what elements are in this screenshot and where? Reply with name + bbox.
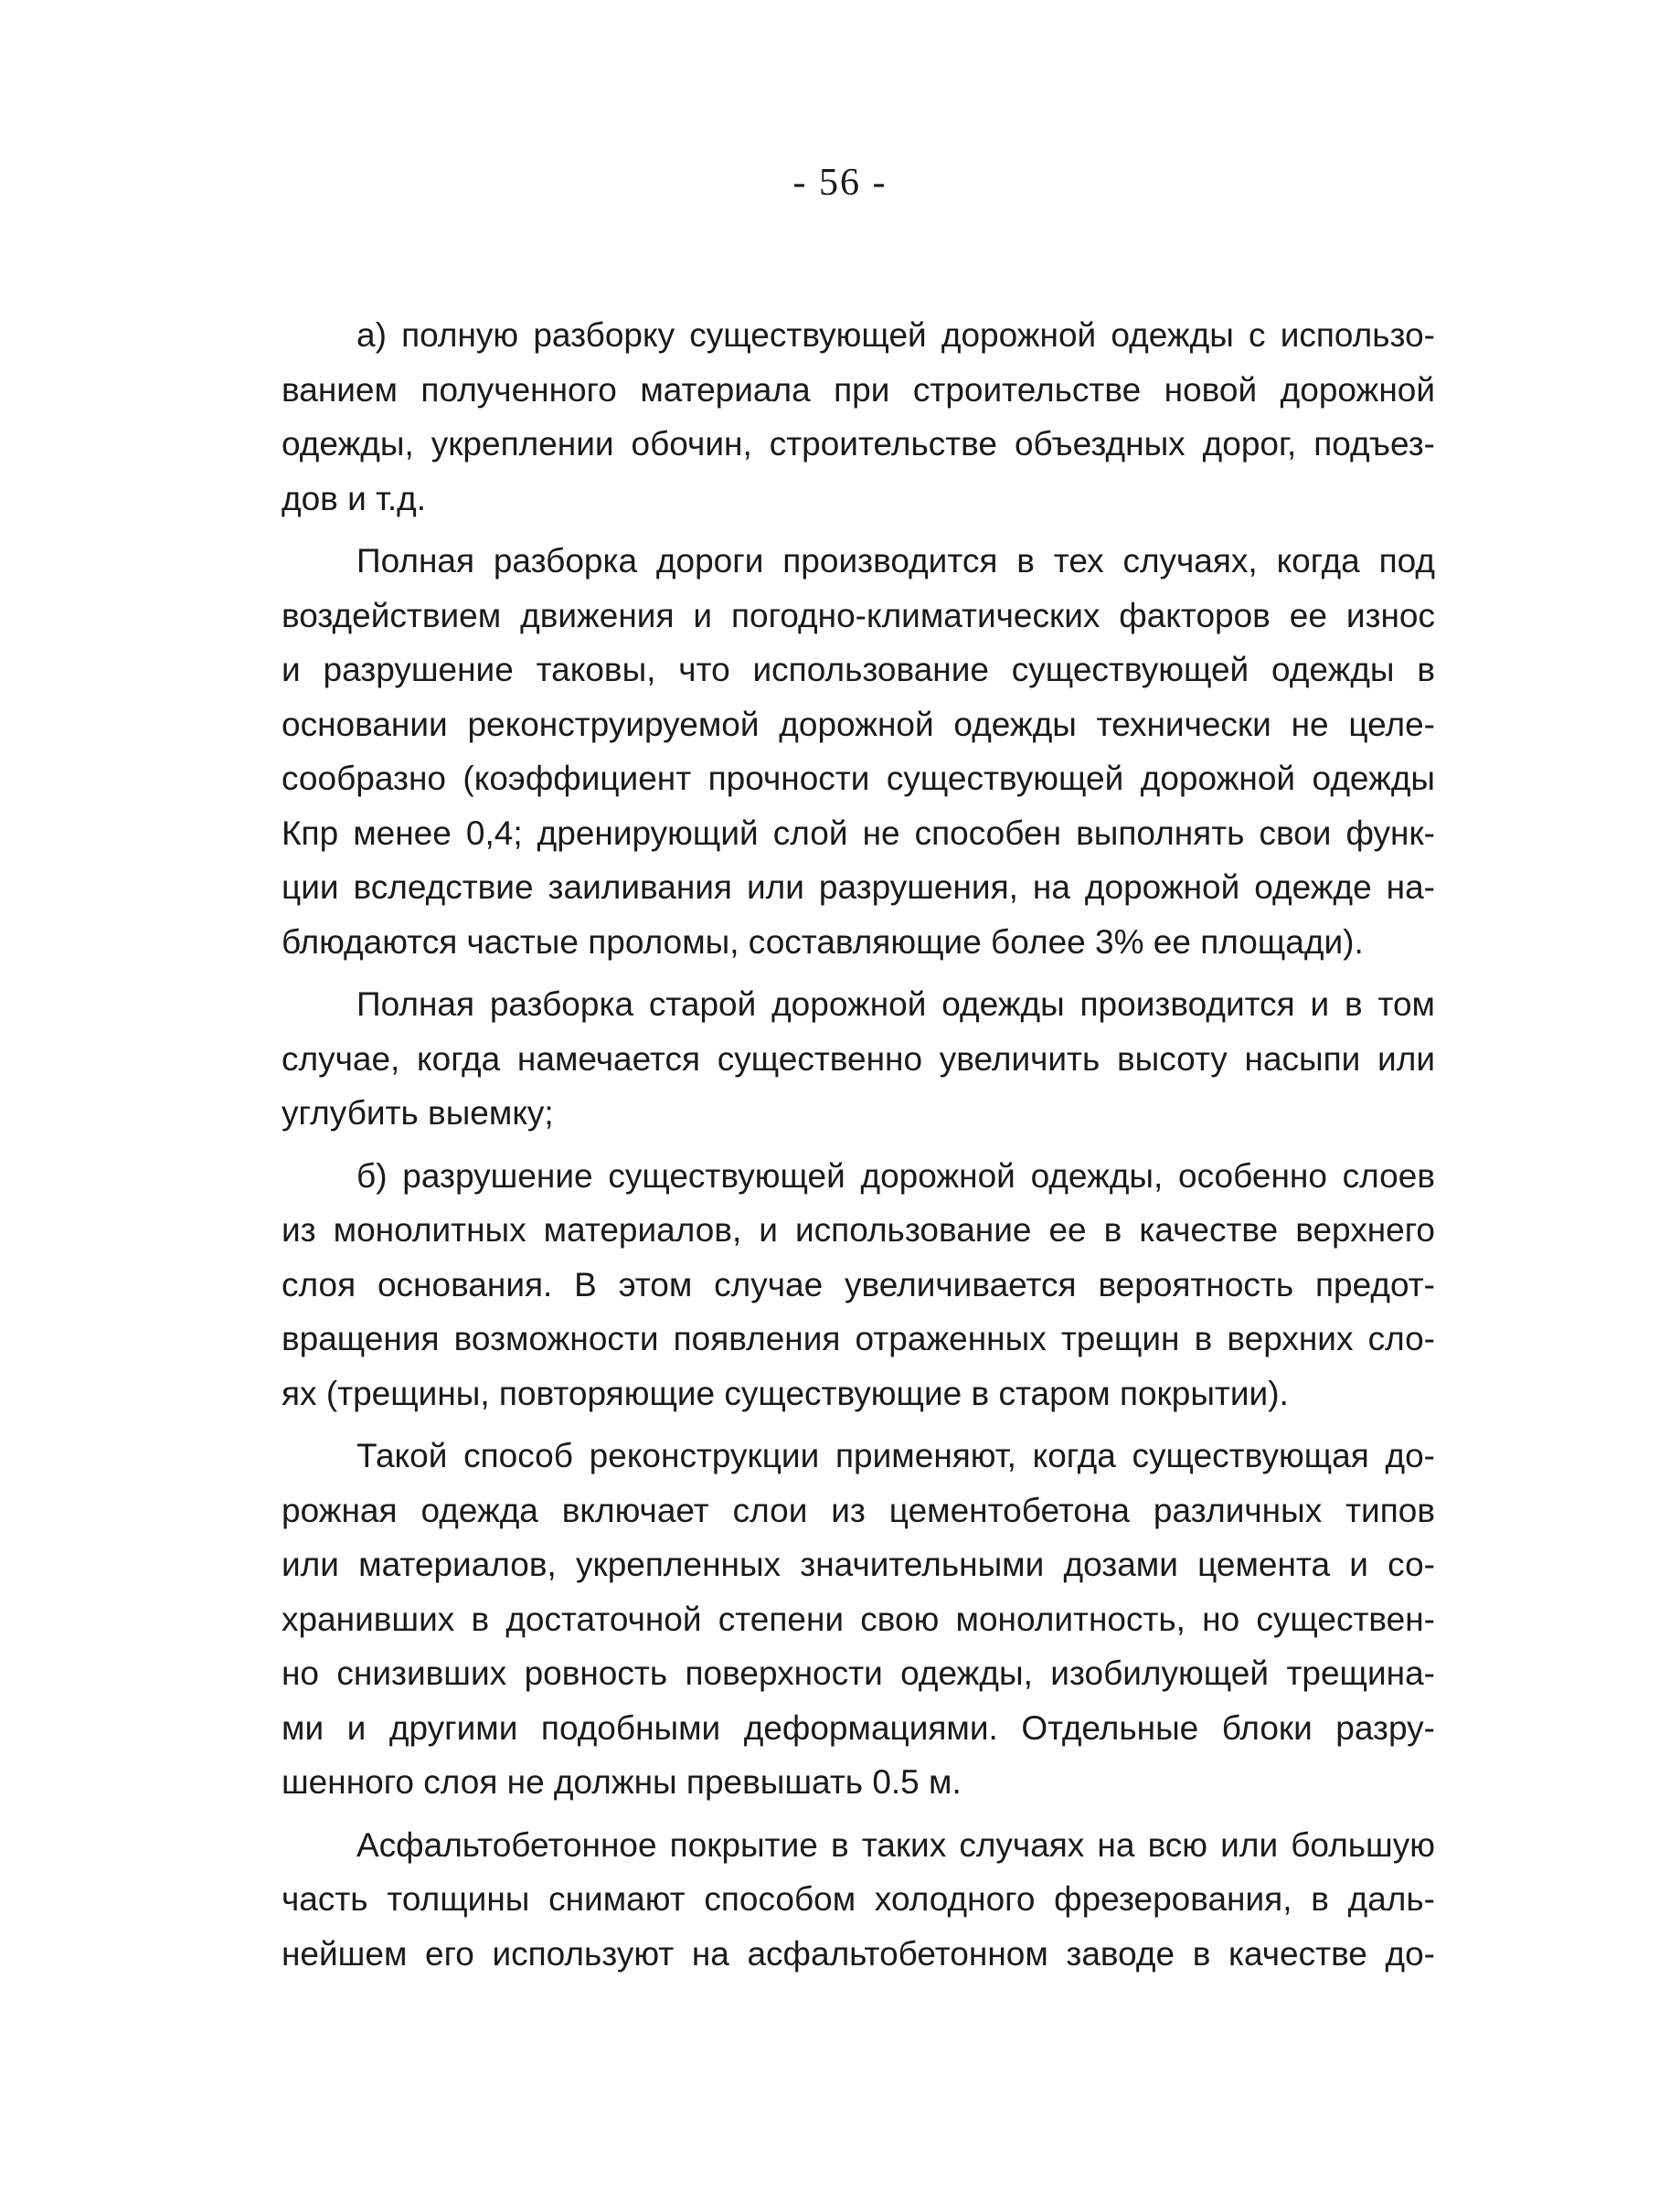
- text-line: б) разрушение существующей дорожной одежды, особенно слоев: [356, 1156, 1435, 1195]
- paragraph-asphalt-milling: [282, 1818, 1435, 1982]
- paragraph-full-dismantling-cases: [282, 534, 1435, 969]
- text-line: слоя основания. В этом случае увеличивается вероятность предот-: [282, 1265, 1435, 1303]
- text-line: а) полную разборку существующей дорожной одежды с использо-: [356, 316, 1435, 354]
- text-line: ми и другими подобными деформациями. Отдельные блоки разру-: [282, 1708, 1435, 1747]
- text-line: рожная одежда включает слои из цементобетона различных типов: [282, 1491, 1435, 1529]
- text-line: дов и т.д.: [282, 479, 427, 517]
- text-line: Такой способ реконструкции применяют, когда существующая до-: [356, 1437, 1435, 1474]
- text-line: Кпр менее 0,4; дренирующий слой не способен выполнять свои функ-: [282, 814, 1435, 852]
- text-line: ванием полученного материала при строительстве новой дорожной: [282, 370, 1435, 409]
- text-line: но снизивших ровность поверхности одежды, изобилующей трещина-: [282, 1654, 1435, 1692]
- text-line: Полная разборка старой дорожной одежды производится и в том: [356, 985, 1435, 1023]
- text-line: хранивших в достаточной степени свою монолитность, но существен-: [282, 1600, 1435, 1638]
- paragraph-a-full-dismantling: [282, 308, 1435, 526]
- text-line: вращения возможности появления отраженных трещин в верхних сло-: [282, 1320, 1435, 1357]
- text-line: нейшем его используют на асфальтобетонном заводе в качестве до-: [282, 1934, 1435, 1973]
- text-line: случае, когда намечается существенно увеличить высоту насыпи или: [282, 1039, 1435, 1078]
- page-body: [282, 308, 1435, 1989]
- text-line: и разрушение таковы, что использование существующей одежды в: [282, 651, 1435, 688]
- text-line: Полная разборка дороги производится в тех случаях, когда под: [356, 542, 1435, 580]
- text-line: воздействием движения и погодно-климатических факторов ее износ: [282, 596, 1435, 634]
- paragraph-embankment-raise: [282, 977, 1435, 1141]
- text-line: сообразно (коэффициент прочности существующей дорожной одежды: [282, 760, 1435, 797]
- paragraph-reconstruction-method: [282, 1429, 1435, 1810]
- text-line: часть толщины снимают способом холодного фрезерования, в даль-: [282, 1880, 1435, 1918]
- paragraph-b-destruction: [282, 1149, 1435, 1421]
- text-line: основании реконструируемой дорожной одежды технически не целе-: [282, 705, 1435, 743]
- text-line: или материалов, укрепленных значительными дозами цемента и со-: [282, 1546, 1435, 1583]
- text-line: одежды, укреплении обочин, строительстве объездных дорог, подъез-: [282, 425, 1435, 463]
- text-line: ях (трещины, повторяющие существующие в старом покрытии).: [282, 1374, 1289, 1412]
- text-line: Асфальтобетонное покрытие в таких случаях на всю или большую: [356, 1825, 1435, 1864]
- text-line: ции вследствие заиливания или разрушения, на дорожной одежде на-: [282, 868, 1435, 906]
- text-line: из монолитных материалов, и использование ее в качестве верхнего: [282, 1211, 1435, 1249]
- page-number: - 56 -: [792, 162, 888, 204]
- text-line: шенного слоя не должны превышать 0.5 м.: [282, 1763, 962, 1801]
- text-line: блюдаются частые проломы, составляющие более 3% ее площади).: [282, 922, 1364, 961]
- text-line: углубить выемку;: [282, 1094, 554, 1132]
